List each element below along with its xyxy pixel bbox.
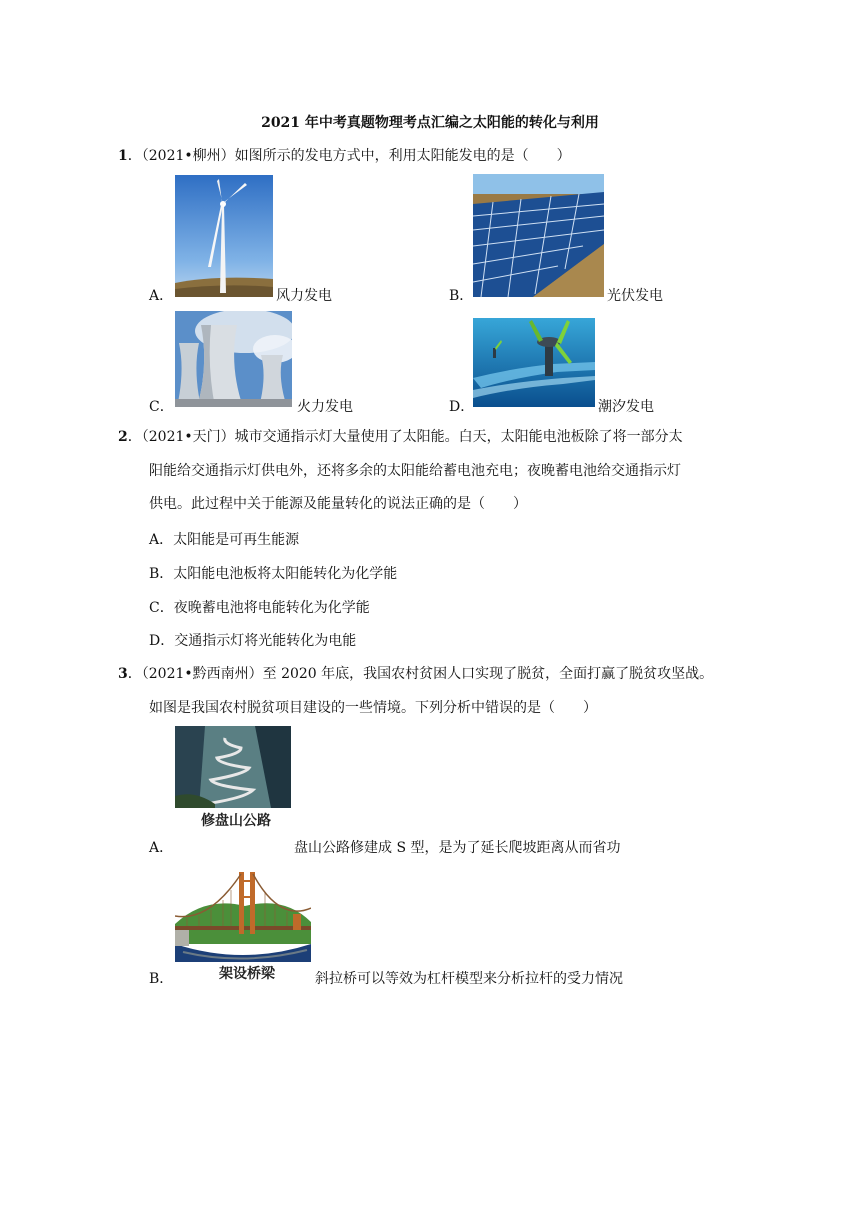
bridge-image — [175, 866, 311, 984]
q2-option-d — [149, 630, 356, 650]
option-label: D． — [149, 633, 175, 649]
option-text: 夜晚蓄电池将电能转化为化学能 — [173, 600, 370, 616]
q2-option-b — [149, 563, 397, 583]
question-2-stem-line-1 — [118, 427, 683, 447]
option-text: 太阳能电池板将太阳能转化为化学能 — [173, 566, 398, 582]
option-label: A． — [149, 288, 174, 304]
q1-option-d-text: 潮汐发电 — [598, 399, 654, 415]
question-number: 3 — [118, 666, 128, 682]
question-3-stem-line-1 — [118, 664, 713, 684]
option-label: C． — [149, 600, 174, 616]
q1-option-b-text: 光伏发电 — [607, 288, 663, 304]
q2-option-c — [149, 597, 370, 617]
question-2-stem-line-2: 阳能给交通指示灯供电外，还将多余的太阳能给蓄电池充电；夜晚蓄电池给交通指示灯 — [149, 463, 681, 479]
mountain-road-image — [175, 726, 291, 832]
option-text: 交通指示灯将光能转化为电能 — [174, 633, 357, 649]
cooling-towers-image — [175, 311, 292, 407]
q1-option-c-text: 火力发电 — [297, 399, 353, 415]
question-number: 2 — [118, 429, 128, 445]
question-number: 1 — [118, 148, 128, 164]
bridge-caption: 架设桥梁 — [219, 966, 275, 982]
question-text-line: ．（2021•天门）城市交通指示灯大量使用了太阳能。白天，太阳能电池板除了将一部分太 — [127, 429, 683, 445]
option-label: A． — [149, 532, 174, 548]
q1-option-a — [149, 285, 173, 305]
solar-panels-image — [473, 174, 604, 297]
option-label: B． — [149, 566, 174, 582]
option-label: B． — [449, 288, 474, 304]
q1-option-c — [149, 396, 174, 416]
question-text-line: ．（2021•黔西南州）至 2020 年底，我国农村贫困人口实现了脱贫，全面打赢了脱贫攻坚战。 — [127, 666, 714, 682]
q3-option-a — [149, 837, 173, 857]
option-text: 太阳能是可再生能源 — [173, 532, 300, 548]
option-label: C． — [149, 399, 174, 415]
mountain-road-caption: 修盘山公路 — [201, 813, 271, 829]
question-3-stem-line-2: 如图是我国农村脱贫项目建设的一些情境。下列分析中错误的是（ ） — [149, 700, 597, 716]
wind-turbine-image — [175, 175, 273, 297]
option-label: D． — [449, 399, 475, 415]
question-1-stem — [118, 146, 571, 166]
q3-option-b — [149, 968, 173, 988]
tidal-turbine-image — [473, 318, 595, 407]
q3-option-a-text: 盘山公路修建成 S 型，是为了延长爬坡距离从而省功 — [294, 840, 621, 856]
option-label: B． — [149, 971, 174, 987]
document-title: 2021 年中考真题物理考点汇编之太阳能的转化与利用 — [261, 115, 599, 131]
q1-option-a-text: 风力发电 — [276, 288, 332, 304]
q1-option-d — [449, 396, 474, 416]
question-2-stem-line-3: 供电。此过程中关于能源及能量转化的说法正确的是（ ） — [149, 496, 527, 512]
q2-option-a — [149, 529, 299, 549]
question-text-line: ．（2021•柳州）如图所示的发电方式中，利用太阳能发电的是（ ） — [127, 148, 571, 164]
q1-option-b — [449, 285, 473, 305]
option-label: A． — [149, 840, 174, 856]
q3-option-b-text: 斜拉桥可以等效为杠杆模型来分析拉杆的受力情况 — [315, 971, 623, 987]
